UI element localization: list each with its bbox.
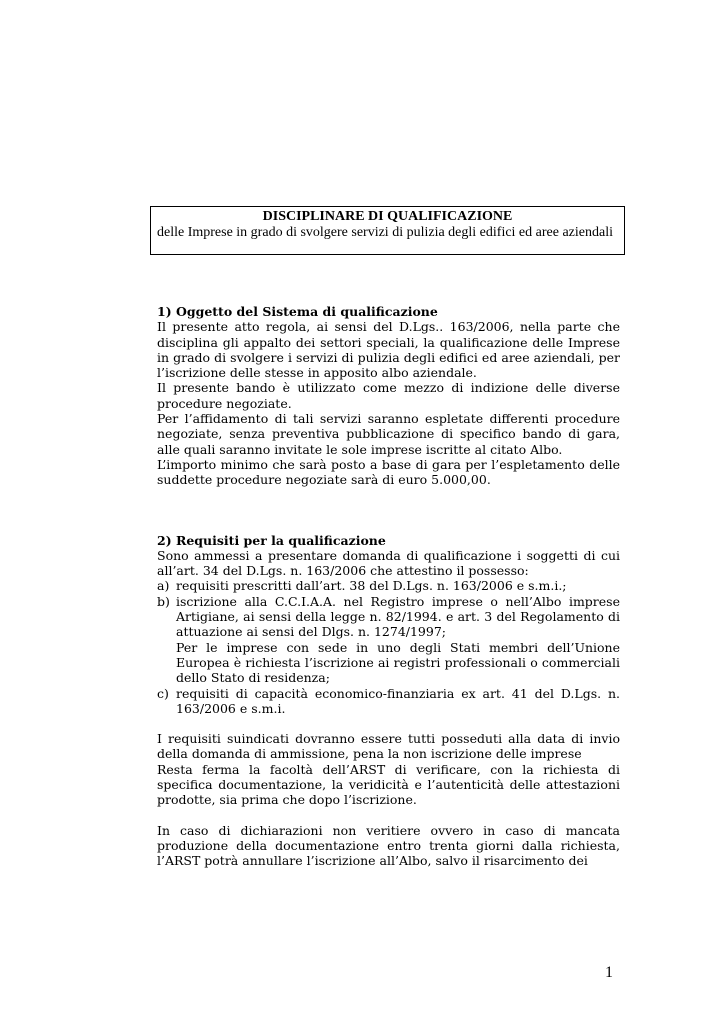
page-number: 1 <box>605 964 613 981</box>
section1-paragraph: Per l’affidamento di tali servizi saranno espletate differenti procedure negoziate, senza preventiva pubblicazione di specifico bando di gara, alle quali saranno invitate le sole imprese iscritte al citato Albo. <box>157 411 620 457</box>
list-item-text: requisiti prescritti dall’art. 38 del D.Lgs. n. 163/2006 e s.m.i.; <box>176 578 567 594</box>
document-title: DISCIPLINARE DI QUALIFICAZIONE <box>262 209 513 224</box>
list-marker: b) <box>157 593 170 609</box>
document-subtitle: delle Imprese in grado di svolgere servizi di pulizia degli edifici ed aree aziendali <box>157 225 613 240</box>
requirement-item-b <box>157 594 620 686</box>
section1-paragraph: Il presente atto regola, ai sensi del D.Lgs.. 163/2006, nella parte che disciplina gli appalto dei settori speciali, la qualificazione delle Imprese in grado di svolgere i servizi di pulizia degli edifici ed aree aziendali, per l’iscrizione delle stesse in apposito albo aziendale. <box>157 319 620 381</box>
requirement-item-a <box>157 578 620 593</box>
section1-paragraph: L’importo minimo che sarà posto a base di gara per l’espletamento delle suddette procedure negoziate sarà di euro 5.000,00. <box>157 456 620 488</box>
section2-intro: Sono ammessi a presentare domanda di qualificazione i soggetti di cui all’art. 34 del D.Lgs. n. 163/2006 che attestino il possesso: <box>157 547 620 579</box>
closing-paragraph: I requisiti suindicati dovranno essere tutti posseduti alla data di invio della domanda di ammissione, pena la non iscrizione delle imprese <box>157 731 620 762</box>
list-item-text: requisiti di capacità economico-finanziaria ex art. 41 del D.Lgs. n. 163/2006 e s.m.i. <box>176 685 620 716</box>
closing-paragraph: Resta ferma la facoltà dell’ARST di verificare, con la richiesta di specifica documentazione, la veridicità e l’autenticità delle attestazioni prodotte, sia prima che dopo l’iscrizione. <box>157 761 620 808</box>
title-box <box>150 206 625 255</box>
section1-heading: 1) Oggetto del Sistema di qualificazione <box>157 304 438 319</box>
closing-paragraph: In caso di dichiarazioni non veritiere ovvero in caso di mancata produzione della documentazione entro trenta giorni dalla richiesta, l’ARST potrà annullare l’iscrizione all’Albo, salvo il risarcimento dei <box>157 822 620 869</box>
list-item-extra: Per le imprese con sede in uno degli Stati membri dell’Unione Europea è richiesta l’iscrizione ai registri professionali o commerciali dello Stato di residenza; <box>176 639 620 686</box>
requirement-item-c <box>157 686 620 717</box>
list-marker: c) <box>157 685 169 701</box>
list-item-text: iscrizione alla C.C.I.A.A. nel Registro imprese o nell’Albo imprese Artigiane, ai sensi della legge n. 82/1994. e art. 3 del Regolamento di attuazione ai sensi del Dlgs. n. 1274/1997; <box>176 593 620 640</box>
document-body <box>157 304 620 869</box>
section2-heading: 2) Requisiti per la qualificazione <box>157 532 386 548</box>
section1-paragraph: Il presente bando è utilizzato come mezzo di indizione delle diverse procedure negoziate. <box>157 380 620 411</box>
list-marker: a) <box>157 578 170 594</box>
